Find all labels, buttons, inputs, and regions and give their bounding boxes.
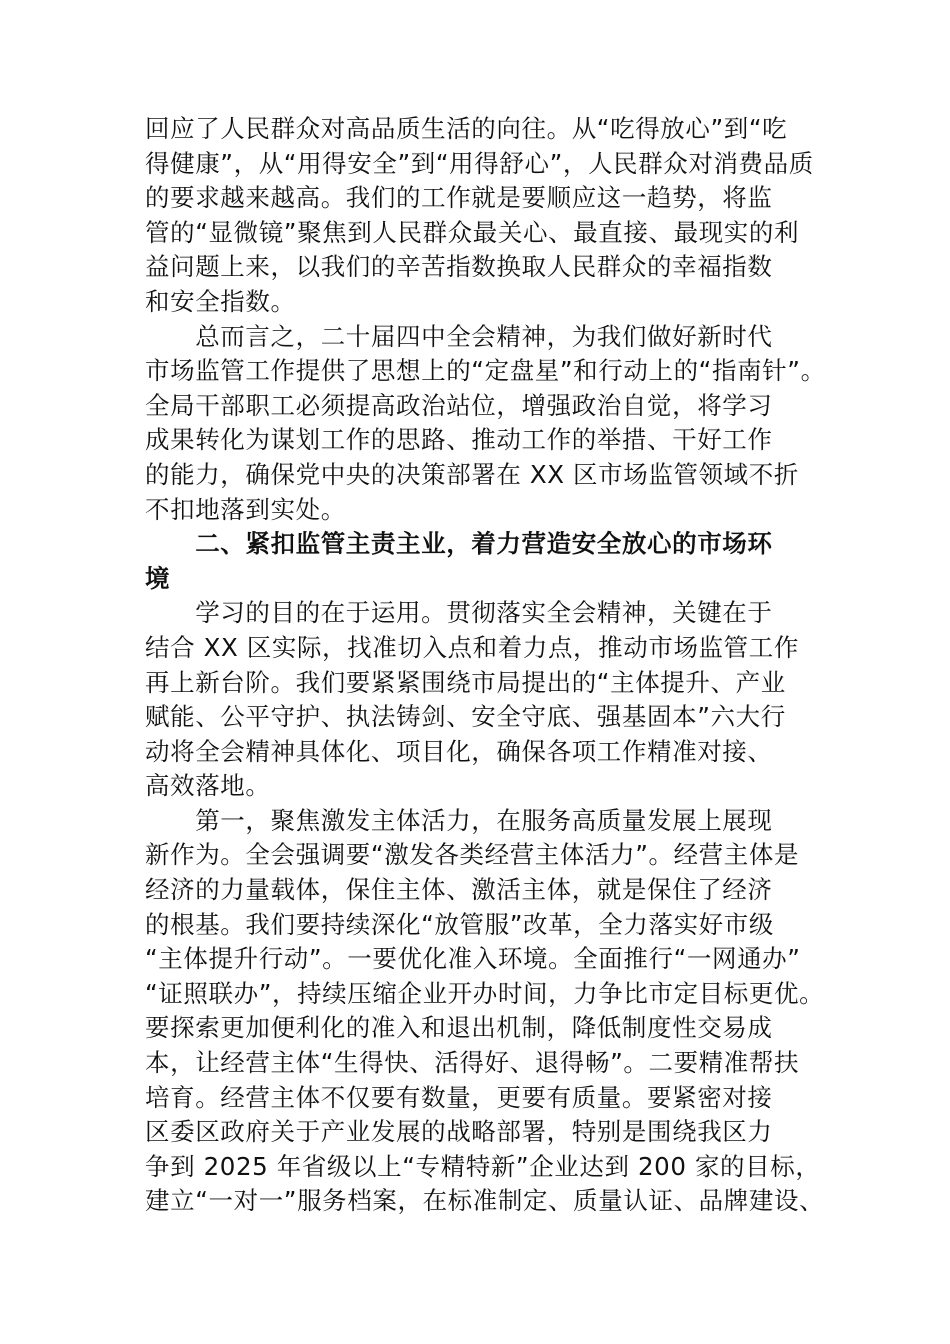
text-line: 建立“一对一”服务档案，在标准制定、质量认证、品牌建设、 [145,1186,825,1216]
text-line: 培育。经营主体不仅要有数量，更要有质量。要紧密对接 [145,1082,773,1112]
text-line: 不扣地落到实处。 [145,494,346,524]
text-line: 赋能、公平守护、执法铸剑、安全守底、强基固本”六大行 [145,702,786,732]
text-line: 学习的目的在于运用。贯彻落实全会精神，关键在于 [145,598,773,628]
paragraph-body [145,596,815,804]
text-line: 管的“显微镜”聚焦到人民群众最关心、最直接、最现实的利 [145,217,800,247]
text-line: 和安全指数。 [145,286,296,316]
text-line: 得健康”，从“用得安全”到“用得舒心”，人民群众对消费品质 [145,148,814,178]
text-line: 的根基。我们要持续深化“放管服”改革，全力落实好市级 [145,909,774,939]
text-line: 全局干部职工必须提高政治站位，增强政治自觉，将学习 [145,390,773,420]
text-line: 市场监管工作提供了思想上的“定盘星”和行动上的“指南针”。 [145,356,826,386]
text-line: 再上新台阶。我们要紧紧围绕市局提出的“主体提升、产业 [145,667,786,697]
paragraph-body [145,320,826,528]
text-line: 高效落地。 [145,771,271,801]
text-line: 回应了人民群众对高品质生活的向往。从“吃得放心”到“吃 [145,114,788,143]
section-heading [145,527,815,596]
text-line: 的能力，确保党中央的决策部署在 XX 区市场监管领域不折 [145,459,799,489]
heading-line: 境 [145,563,171,593]
text-line: 区委区政府关于产业发展的战略部署，特别是围绕我区力 [145,1117,773,1147]
document-page [145,112,826,1219]
text-line: 本，让经营主体“生得快、活得好、退得畅”。二要精准帮扶 [145,1048,800,1078]
text-line: 争到 2025 年省级以上“专精特新”企业达到 200 家的目标， [145,1151,821,1181]
text-line: 总而言之，二十届四中全会精神，为我们做好新时代 [145,321,773,351]
text-line: 结合 XX 区实际，找准切入点和着力点，推动市场监管工作 [145,632,799,662]
text-line: 的要求越来越高。我们的工作就是要顺应这一趋势，将监 [145,183,773,213]
heading-line: 二、紧扣监管主责主业，着力营造安全放心的市场环 [145,529,773,559]
text-line: 益问题上来，以我们的辛苦指数换取人民群众的幸福指数 [145,252,773,282]
paragraph-body [145,804,825,1219]
text-line: “证照联办”，持续压缩企业开办时间，力争比市定目标更优。 [145,978,825,1008]
text-line: 经济的力量载体，保住主体、激活主体，就是保住了经济 [145,875,773,905]
text-line: 新作为。全会强调要“激发各类经营主体活力”。经营主体是 [145,840,800,870]
text-line: 成果转化为谋划工作的思路、推动工作的举措、干好工作 [145,425,773,455]
text-line: “主体提升行动”。一要优化准入环境。全面推行“一网通办” [145,944,801,974]
paragraph-body [145,112,815,320]
text-line: 动将全会精神具体化、项目化，确保各项工作精准对接、 [145,736,773,766]
text-line: 第一，聚焦激发主体活力，在服务高质量发展上展现 [145,805,773,835]
text-line: 要探索更加便利化的准入和退出机制，降低制度性交易成 [145,1013,773,1043]
